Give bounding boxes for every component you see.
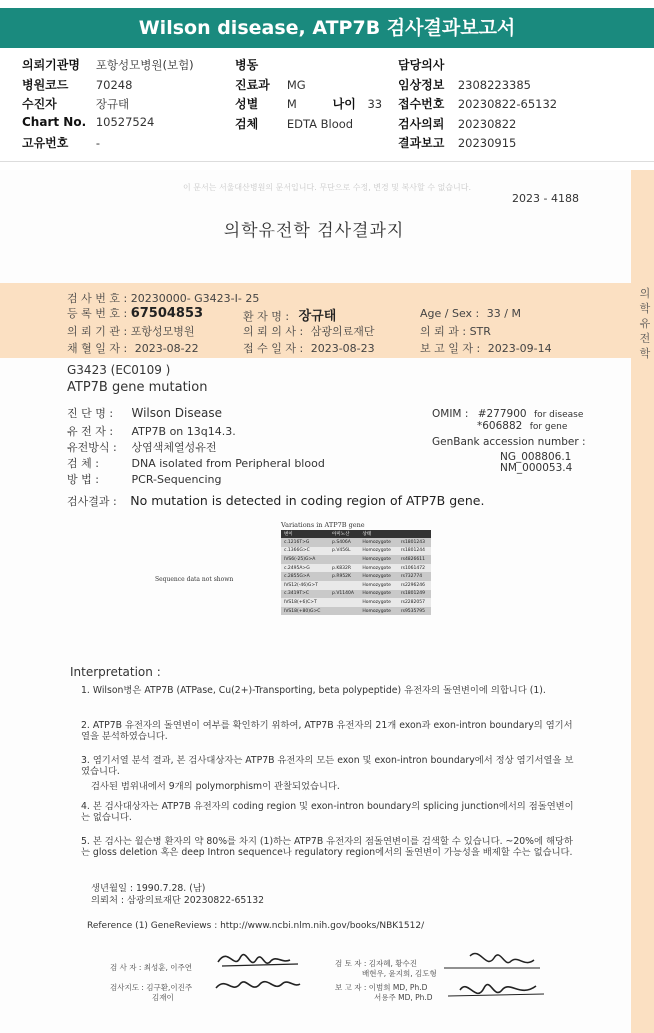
field-value: 20230822 <box>457 117 517 131</box>
field-label: 의뢰기관명 <box>22 58 80 72</box>
genbank-accession-1: NG_008806.1 <box>500 451 572 463</box>
variations-body <box>281 538 431 615</box>
band-value: 장규태 <box>298 309 337 324</box>
variations-header-row <box>281 530 431 538</box>
variation-cell: rs1801249 <box>398 590 431 599</box>
variation-cell: rs1801243 <box>398 538 431 547</box>
draw-date <box>67 340 199 356</box>
band-label: 의 뢰 기 관 : <box>67 325 128 338</box>
receipt-date <box>243 340 375 356</box>
reviewer-names-2: 배현우, 윤지희, 김도형 <box>362 969 437 978</box>
band-value: 포항성모병원 <box>130 325 195 338</box>
detail-value: PCR-Sequencing <box>131 473 222 486</box>
variation-cell: c.1216T>G <box>281 538 329 547</box>
field-value: MG <box>286 78 306 92</box>
detail-value: Wilson Disease <box>131 406 222 420</box>
variation-cell: IVS18(+6)C>T <box>281 598 329 607</box>
field-label: 진료과 <box>235 78 270 92</box>
field-value: 장규태 <box>95 97 130 111</box>
supervisor-names: 검사지도 : 김구환,이진주 <box>110 983 193 992</box>
variation-row <box>281 607 431 616</box>
column-header <box>398 530 431 538</box>
test-name: ATP7B gene mutation <box>67 380 208 395</box>
variation-cell: rs1061472 <box>398 564 431 573</box>
variation-cell: Homozygote <box>359 564 397 573</box>
result-label: 검사결과 : <box>67 495 117 508</box>
diagnosis-row <box>67 405 222 421</box>
field-value: EDTA Blood <box>286 117 354 131</box>
result-text: No mutation is detected in coding region of ATP7B gene. <box>130 493 485 508</box>
variation-cell: p.V1140A <box>329 590 359 599</box>
variations-table <box>281 530 431 615</box>
field-label: 수진자 <box>22 97 57 111</box>
variation-cell <box>329 607 359 616</box>
report-date-field <box>398 134 516 151</box>
interpretation-polymorphism: 검사된 범위내에서 9개의 polymorphism이 관찰되었습니다. <box>91 781 340 792</box>
detail-label: 유전방식 : <box>67 441 117 454</box>
variation-row <box>281 564 431 573</box>
omim-label: OMIM : <box>432 408 469 420</box>
report-title: Wilson disease, ATP7B 검사결과보고서 <box>0 8 654 48</box>
variation-cell: p.S406A <box>329 538 359 547</box>
watermark-notice: 이 문서는 서울대산병원의 문서입니다. 무단으로 수정, 변경 및 복사할 수 없습니다. <box>182 183 472 192</box>
field-value: 20230915 <box>457 136 517 150</box>
variation-cell: c.2495A>G <box>281 564 329 573</box>
variation-cell: Homozygote <box>359 538 397 547</box>
field-label: 결과보고 <box>398 136 445 150</box>
band-label: 검 사 번 호 : <box>67 292 128 305</box>
document-number: 2023 - 4188 <box>512 192 579 205</box>
field-label: 임상정보 <box>398 78 445 92</box>
detail-label: 진 단 명 : <box>67 407 114 420</box>
detail-value: DNA isolated from Peripheral blood <box>131 457 325 470</box>
detail-label: 방 법 : <box>67 473 99 486</box>
age-sex <box>420 307 521 320</box>
band-report-date <box>420 340 552 356</box>
patient-field <box>22 95 129 112</box>
scanned-result-sheet <box>0 170 654 1033</box>
band-label: 의 뢰 의 사 : <box>243 325 304 338</box>
variation-cell: rs2282057 <box>398 598 431 607</box>
variation-cell: p.K832R <box>329 564 359 573</box>
variation-cell: p.R952K <box>329 572 359 581</box>
doctor-field <box>398 56 454 73</box>
variation-row <box>281 547 431 556</box>
variation-cell: p.V456L <box>329 547 359 556</box>
band-label: 등 록 번 호 : <box>67 307 128 320</box>
field-label: 고유번호 <box>22 136 69 150</box>
reporter-names: 보 고 자 : 이범희 MD, Ph.D <box>335 983 428 992</box>
specimen-row <box>67 455 325 471</box>
chart-no-field <box>22 115 154 129</box>
patient-name <box>243 305 336 324</box>
institution-field <box>22 56 194 73</box>
field-value: 10527524 <box>95 115 155 129</box>
field-value: 포항성모병원(보험) <box>95 58 194 72</box>
field-value: 70248 <box>95 78 133 92</box>
variation-row <box>281 555 431 564</box>
field-label: Chart No. <box>22 115 87 129</box>
requesting-doctor <box>243 323 374 339</box>
registration-number <box>67 305 203 321</box>
field-label: 나이 <box>332 97 356 111</box>
detail-label: 검 체 : <box>67 457 99 470</box>
band-value: 20230000- G3423-I- 25 <box>130 292 260 305</box>
supervisor-names-2: 김재이 <box>152 993 174 1002</box>
band-value: STR <box>469 325 491 338</box>
variation-cell: rs732774 <box>398 572 431 581</box>
field-value: 2308223385 <box>457 78 531 92</box>
inheritance-row <box>67 439 217 455</box>
column-header: 상태 <box>359 530 397 538</box>
detail-value: 상염색체열성유전 <box>131 441 217 454</box>
omim-disease-note: for disease <box>533 410 584 420</box>
band-label: 접 수 일 자 : <box>243 342 304 355</box>
field-value: - <box>95 136 100 150</box>
omim-disease-id: #277900 <box>477 408 527 420</box>
supervisor-signature-label <box>110 983 192 1003</box>
interpretation-item: 5. 본 검사는 윌슨병 환자의 약 80%를 차지 (1)하는 ATP7B 유전자의 점돌연변이를 검색할 수 있습니다. ~20%에 해당하는 gloss deletion 혹은 deep Intron sequence나 regulatory region에서의 돌연변이 가능성을 배제할 수는 없습니다. <box>81 836 573 858</box>
variation-cell: rs2296246 <box>398 581 431 590</box>
variation-cell: Homozygote <box>359 581 397 590</box>
interpretation-item: 1. Wilson병은 ATP7B (ATPase, Cu(2+)-Transporting, beta polypeptide) 유전자의 돌연변이에 의합니다 (1). <box>81 685 546 696</box>
lab-number <box>67 290 259 306</box>
variation-cell <box>329 581 359 590</box>
omim-gene <box>477 420 567 432</box>
band-label: 환 자 명 : <box>243 310 290 323</box>
variation-cell: IVS12(-46)G>T <box>281 581 329 590</box>
variation-cell: c.2855G>A <box>281 572 329 581</box>
variation-cell <box>329 598 359 607</box>
interpretation-item: 3. 염기서열 분석 결과, 본 검사대상자는 ATP7B 유전자의 모든 exon 및 exon-intron boundary에서 정상 염기서열을 보였습니다. <box>81 755 574 777</box>
test-code: G3423 (EC0109 ) <box>67 363 171 377</box>
band-side-text: 의학유전학 <box>639 287 651 360</box>
omim-gene-note: for gene <box>529 422 568 432</box>
band-label: 의 뢰 과 : <box>420 325 467 338</box>
requesting-department <box>420 323 491 339</box>
field-value: M <box>286 97 297 111</box>
variation-cell: rs1801244 <box>398 547 431 556</box>
detail-label: 유 전 자 : <box>67 425 114 438</box>
variation-cell: Homozygote <box>359 590 397 599</box>
document-title: 의학유전학 검사결과지 <box>223 221 405 241</box>
tester-signature-label: 검 사 자 : 최성훈, 이주연 <box>110 963 193 972</box>
interpretation-title: Interpretation : <box>70 665 161 679</box>
department-field <box>235 76 306 93</box>
variation-cell: IVS6(-25)G>A <box>281 555 329 564</box>
field-label: 병원코드 <box>22 78 69 92</box>
gene-row <box>67 423 236 439</box>
tester-signature <box>210 940 305 1002</box>
band-value: 2023-09-14 <box>487 342 552 355</box>
field-label: 검사의뢰 <box>398 117 445 131</box>
genbank-accession-2: NM_000053.4 <box>500 462 573 474</box>
unique-no-field <box>22 134 100 151</box>
column-header: 변이 <box>281 530 329 538</box>
variations-title: Variations in ATP7B gene <box>281 521 365 529</box>
reference: Reference (1) GeneReviews : http://www.ncbi.nlm.nih.gov/books/NBK1512/ <box>87 921 425 931</box>
band-value: 삼광의료재단 <box>310 325 375 338</box>
omim-disease <box>432 408 583 420</box>
specimen-field <box>235 115 353 132</box>
variation-row <box>281 581 431 590</box>
reviewer-signature <box>440 940 550 1010</box>
hospital-code-field <box>22 76 132 93</box>
variation-row <box>281 598 431 607</box>
variation-cell: Homozygote <box>359 607 397 616</box>
band-label: 보 고 일 자 : <box>420 342 481 355</box>
requester: 의뢰처 : 삼광의료재단 20230822-65132 <box>91 895 265 906</box>
variation-cell <box>329 555 359 564</box>
interpretation-item: 4. 본 검사대상자는 ATP7B 유전자의 coding region 및 exon-intron boundary의 splicing junction에서의 점돌연변이는 없습니다. <box>81 801 574 823</box>
column-header: 아미노산 <box>329 530 359 538</box>
field-label: 병동 <box>235 58 259 72</box>
reviewer-signature-label <box>335 959 437 979</box>
sequence-note: Sequence data not shown <box>155 576 234 583</box>
request-date-field <box>398 115 516 132</box>
method-row <box>67 471 221 487</box>
band-label: 채 혈 일 자 : <box>67 342 128 355</box>
field-label: 담당의사 <box>398 58 445 72</box>
variation-cell: rs4826611 <box>398 555 431 564</box>
receipt-no-field <box>398 95 557 112</box>
variation-row <box>281 590 431 599</box>
variation-row <box>281 538 431 547</box>
reviewer-names: 검 토 자 : 김자혜, 황수진 <box>335 959 418 968</box>
variation-cell: IVS18(+80)G>C <box>281 607 329 616</box>
date-of-birth: 생년월일 : 1990.7.28. (남) <box>91 883 206 894</box>
reporter-signature-label <box>335 983 433 1003</box>
omim-gene-id: *606882 <box>477 420 523 432</box>
field-label: 접수번호 <box>398 97 445 111</box>
field-value: 33 <box>367 97 383 111</box>
variation-cell: Homozygote <box>359 598 397 607</box>
field-label: 검체 <box>235 117 259 131</box>
clinical-info-field <box>398 76 531 93</box>
reporter-names-2: 서용주 MD, Ph.D <box>374 993 433 1002</box>
genbank-label: GenBank accession number : <box>432 436 586 448</box>
band-label: Age / Sex : <box>420 307 480 320</box>
variation-cell: c.3419T>C <box>281 590 329 599</box>
ward-field <box>235 56 283 73</box>
patient-band <box>0 283 631 358</box>
result-line <box>67 493 484 509</box>
band-value: 2023-08-23 <box>310 342 375 355</box>
report-info-grid <box>0 50 654 162</box>
variation-row <box>281 572 431 581</box>
variation-cell: c.1366G>C <box>281 547 329 556</box>
variation-cell: rs9535795 <box>398 607 431 616</box>
band-value: 2023-08-22 <box>134 342 199 355</box>
field-label: 성별 <box>235 97 259 111</box>
variation-cell: Homozygote <box>359 547 397 556</box>
interpretation-item: 2. ATP7B 유전자의 돌연변이 여부를 확인하기 위하여, ATP7B 유전자의 21개 exon과 exon-intron boundary의 염기서열을 분석하였습니다. <box>81 720 573 742</box>
requesting-institution <box>67 323 194 339</box>
variation-cell: Homozygote <box>359 572 397 581</box>
field-value: 20230822-65132 <box>457 97 558 111</box>
variation-cell: Homozygote <box>359 555 397 564</box>
band-value: 67504853 <box>130 306 204 321</box>
band-value: 33 / M <box>486 307 521 320</box>
sex-field <box>235 95 382 112</box>
detail-value: ATP7B on 13q14.3. <box>131 425 236 438</box>
